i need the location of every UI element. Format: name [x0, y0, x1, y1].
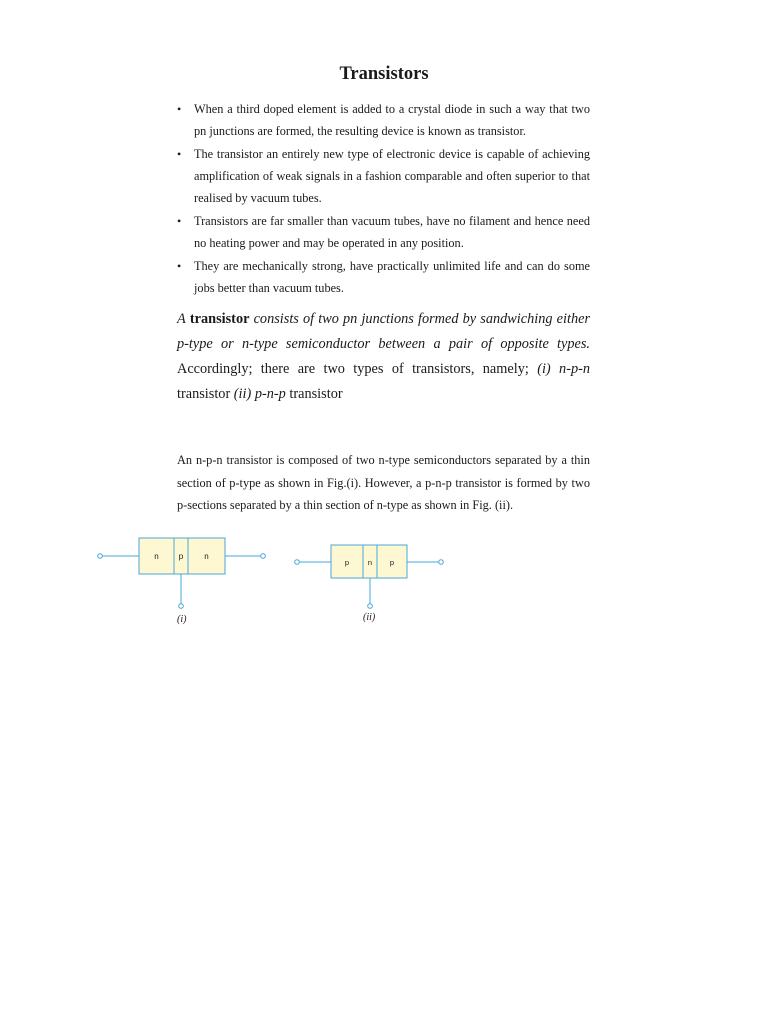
definition-term: transistor [189, 311, 250, 327]
list-item [177, 98, 590, 142]
bullet-list [177, 98, 590, 300]
bullet-text: The transistor an entirely new type of electronic device is capable of achieving amplification of weak signals in a fashion comparable and often superior to that realised by vacuum tubes. [194, 147, 590, 205]
region-label: n [204, 552, 209, 561]
base-terminal [179, 604, 184, 609]
type2-name: p-n-p [254, 386, 286, 402]
bullet-dot: • [177, 259, 182, 273]
region-label: p [389, 558, 395, 567]
region-label: p [344, 558, 350, 567]
figure-caption: (ii) [363, 612, 376, 623]
npn-figure [90, 520, 275, 635]
region-label: p [178, 552, 184, 561]
list-item [177, 210, 590, 254]
base-terminal [368, 604, 373, 609]
region-label: n [367, 558, 373, 567]
bullet-text: They are mechanically strong, have practically unlimited life and can do some jobs better than vacuum tubes. [194, 259, 590, 295]
emitter-terminal [295, 560, 300, 565]
definition-italic-text: consists of two pn junctions formed by sandwiching either p-type or n-type semiconductor between a pair of opposite types. [177, 311, 591, 352]
type2-word: transistor [289, 386, 343, 402]
transistor-definition [177, 307, 590, 407]
emitter-terminal [98, 554, 103, 559]
npn-diagram [90, 520, 275, 615]
bullet-dot: • [177, 214, 182, 228]
pnp-diagram [288, 520, 450, 615]
type1-number: (i) [537, 361, 551, 377]
bullet-text: Transistors are far smaller than vacuum tubes, have no filament and hence need no heating power and may be operated in any position. [194, 214, 590, 250]
transistor-description: An n-p-n transistor is composed of two n-type semiconductors separated by a thin section of p-type as shown in Fig.(i). However, a p-n-p transistor is formed by two p-sections separated by a thin section of n-type as shown in Fig. (ii). [177, 453, 590, 512]
type1-word: transistor [177, 386, 231, 402]
list-item [177, 255, 590, 299]
region-label: n [154, 552, 159, 561]
definition-lead: A [177, 311, 186, 327]
page-title: Transistors [339, 64, 429, 84]
list-item [177, 143, 590, 209]
bullet-dot: • [177, 147, 182, 161]
bullet-text: When a third doped element is added to a crystal diode in such a way that two pn junctions are formed, the resulting device is known as transistor. [194, 102, 590, 138]
type1-name: n-p-n [559, 361, 591, 377]
type2-number: (ii) [233, 386, 252, 402]
collector-terminal [261, 554, 266, 559]
pnp-figure [288, 520, 450, 635]
definition-plain-text: Accordingly; there are two types of transistors, namely; [177, 361, 529, 377]
collector-terminal [439, 560, 444, 565]
figure-caption: (i) [177, 614, 187, 625]
bullet-dot: • [177, 102, 182, 116]
